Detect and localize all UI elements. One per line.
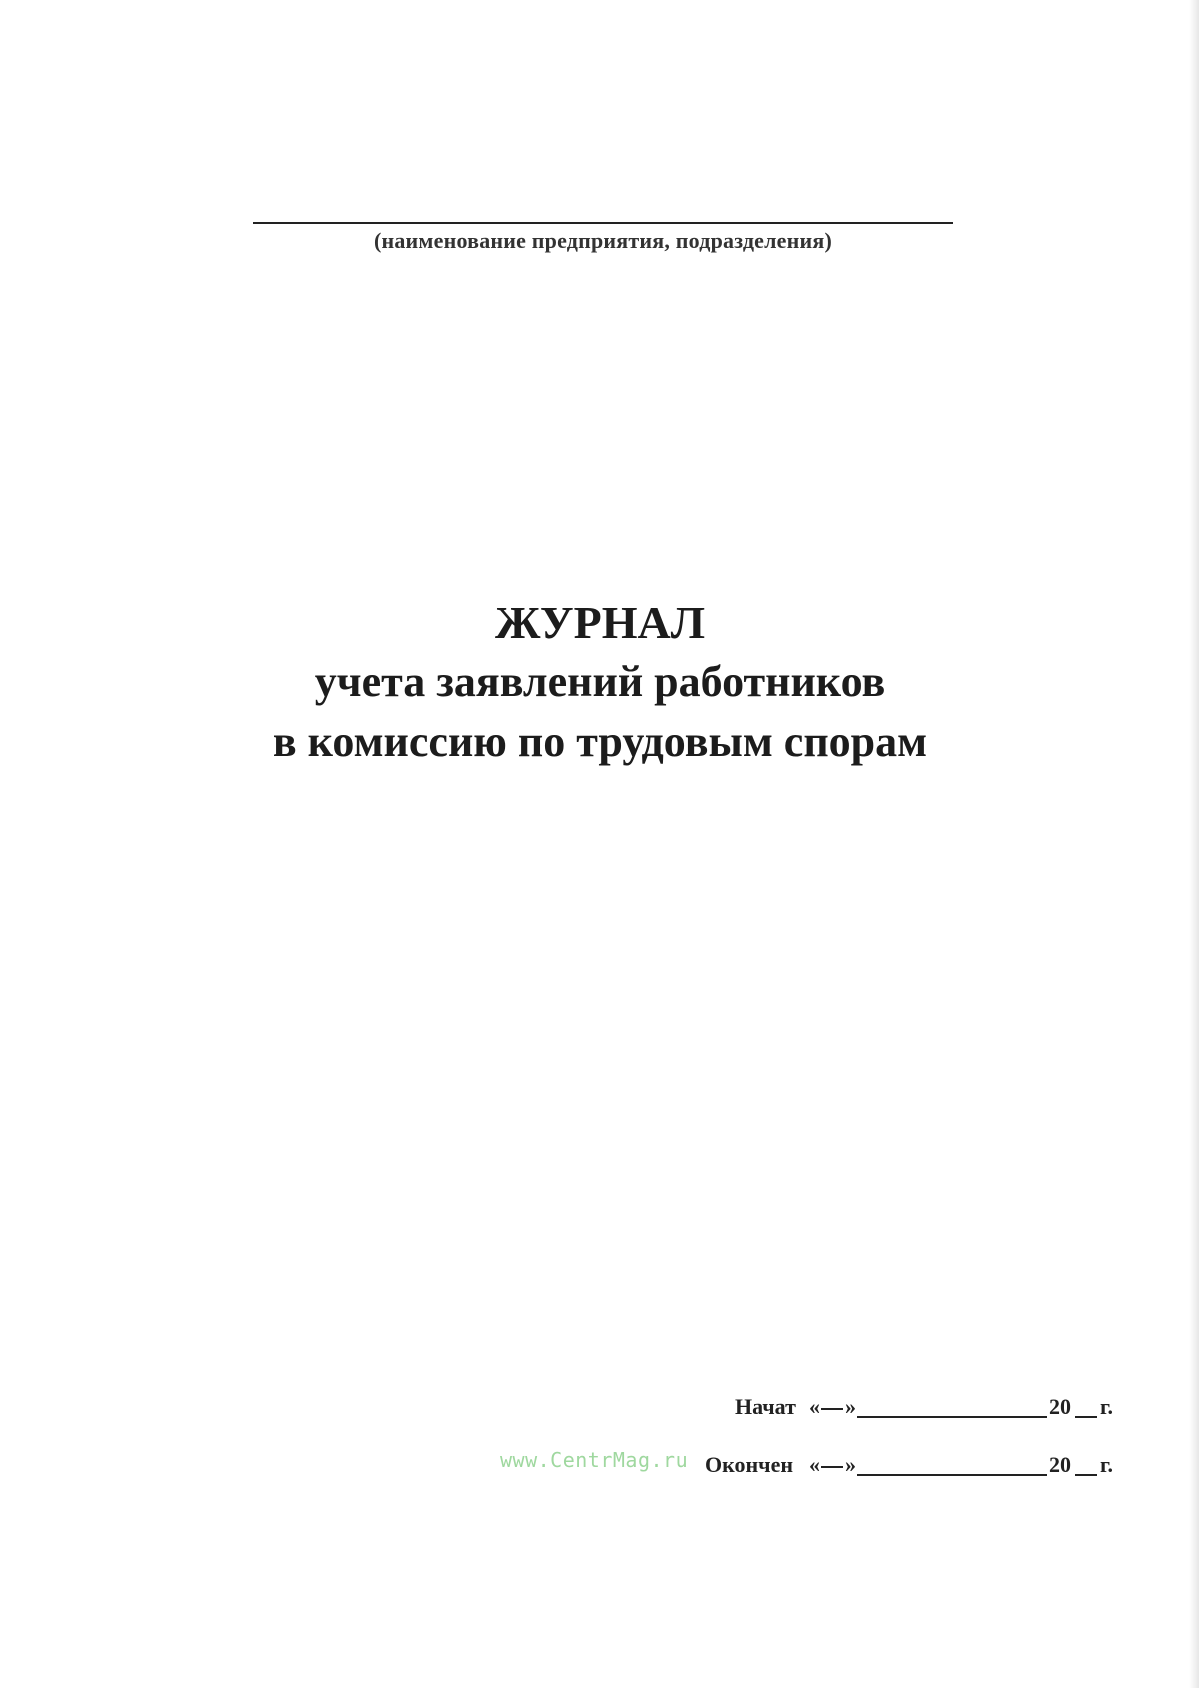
title-line-2: учета заявлений работников — [314, 657, 886, 706]
watermark: www.CentrMag.ru — [500, 1448, 689, 1472]
finished-quote-close: » — [845, 1452, 856, 1477]
finished-label: Окончен — [705, 1452, 794, 1477]
started-year-suffix: г. — [1100, 1394, 1114, 1419]
finished-date-row — [705, 1452, 1130, 1482]
title-main: ЖУРНАЛ — [495, 597, 705, 648]
document-title — [100, 594, 1100, 772]
started-quote-open: « — [809, 1394, 820, 1419]
started-date-row — [735, 1394, 1130, 1424]
finished-month-blank — [857, 1474, 1047, 1476]
started-label: Начат — [735, 1394, 796, 1419]
started-year-blank — [1075, 1416, 1097, 1418]
started-year-prefix: 20 — [1049, 1394, 1071, 1419]
finished-year-blank — [1075, 1474, 1097, 1476]
title-line-3: в комиссию по трудовым спорам — [272, 717, 928, 766]
finished-day-blank — [821, 1448, 843, 1474]
organization-caption: (наименование предприятия, подразделения) — [373, 228, 833, 253]
organization-name-line — [253, 222, 953, 224]
finished-year-prefix: 20 — [1049, 1452, 1071, 1477]
started-day-blank — [821, 1390, 843, 1416]
page-edge-shadow — [1189, 0, 1199, 1688]
started-quote-close: » — [845, 1394, 856, 1419]
finished-year-suffix: г. — [1100, 1452, 1114, 1477]
finished-quote-open: « — [809, 1452, 820, 1477]
started-month-blank — [857, 1416, 1047, 1418]
